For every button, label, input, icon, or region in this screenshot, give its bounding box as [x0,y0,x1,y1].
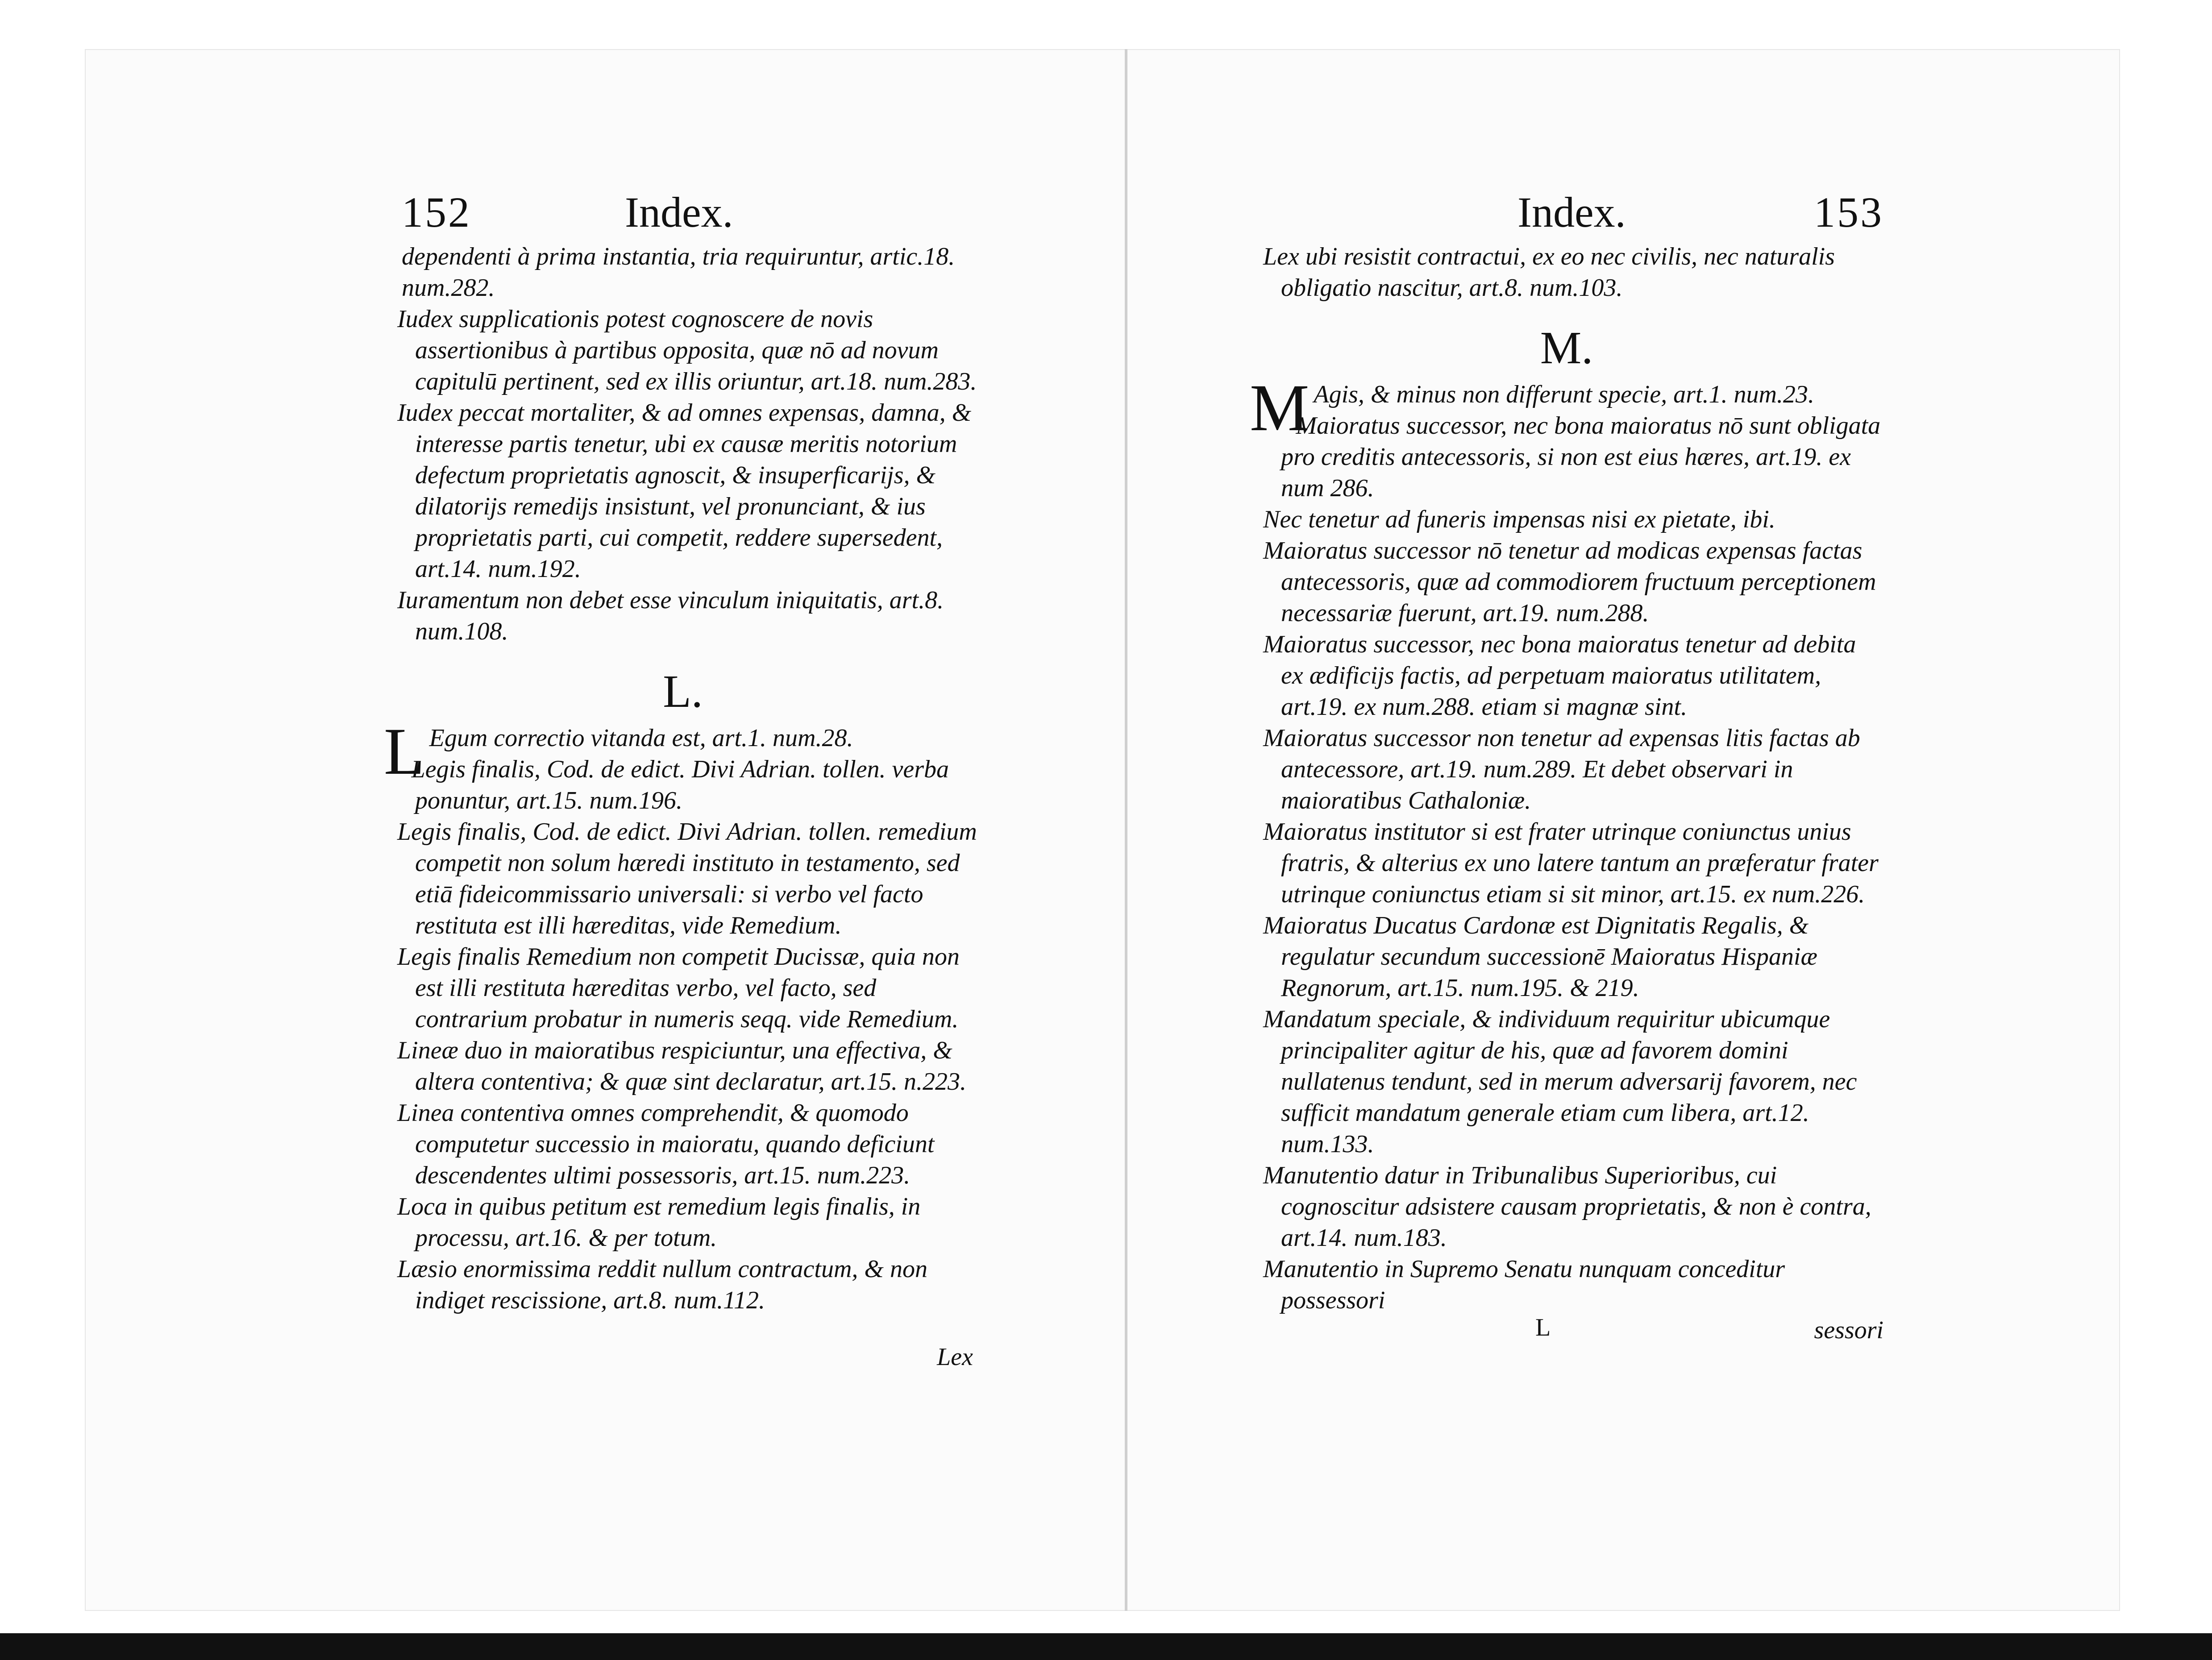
index-entry: Linea contentiva omnes comprehendit, & quomodo computetur successio in maioratu, quando deficiunt descendentes ultimi possessoris, art.15. num.223. [397,1099,935,1189]
index-entry-first [1250,371,1884,445]
index-entry: Iudex supplicationis potest cognoscere de novis assertionibus à partibus opposita, quæ nō ad novum capitulū pertinent, sed ex illis oriuntur, art.18. num.283. [397,305,977,395]
index-entry: Nec tenetur ad funeris impensas nisi ex pietate, ibi. [1263,506,1775,533]
index-entry: Lex ubi resistit contractui, ex eo nec civilis, nec naturalis obligatio nascitur, art.8. num.103. [1263,243,1835,302]
index-entry: Iudex peccat mortaliter, & ad omnes expensas, damna, & interesse partis tenetur, ubi ex causæ meritis notorium defectum proprietatis agnoscit, & insuperficarijs, & dilatorijs remedijs insistunt, vel pronunciant, & ius proprietatis parti, cui competit, reddere supersedent, art.14. num.192. [397,399,972,583]
index-entry: Lineæ duo in maioratibus respiciuntur, una effectiva, & altera contentiva; & quæ sint declaratur, art.15. n.223. [397,1037,967,1096]
index-entry: Maioratus successor, nec bona maioratus tenetur ad debita ex ædificijs factis, ad perpetuam maioratus utilitatem, art.19. ex num.288. etiam si magnæ sint. [1263,631,1856,721]
section-letter-l: L. [663,666,703,717]
continued-entry: dependenti à prima instantia, tria requiruntur, artic.18. num.282. [402,243,955,302]
index-entry: Legis finalis, Cod. de edict. Divi Adrian. tollen. verba ponuntur, art.15. num.196. [411,755,949,814]
index-entry: Loca in quibus petitum est remedium legis finalis, in processu, art.16. & per totum. [397,1193,921,1252]
first-entry-text: Agis, & minus non differunt specie, art.1. num.23. [1314,381,1814,408]
drop-initial-m: M [1250,371,1310,445]
right-running-title: Index. [1518,188,1626,236]
right-catchword: sessori [1814,1316,1884,1344]
right-page [1250,187,1884,1342]
first-entry-text: Egum correctio vitanda est, art.1. num.28. [429,724,853,752]
drop-initial-l: L [384,714,425,788]
index-entry: Maioratus successor non tenetur ad expensas litis factas ab antecessore, art.19. num.289. Et debet observari in maioratibus Cathaloniæ. [1263,724,1860,814]
index-entry: Iuramentum non debet esse vinculum iniquitatis, art.8. num.108. [397,586,944,645]
scan-bottom-edge [0,1633,2212,1660]
index-entry: Manutentio datur in Tribunalibus Superioribus, cui cognoscitur adsistere causam proprietatis, & non è contra, art.14. num.183. [1263,1162,1871,1252]
left-running-title: Index. [625,188,733,236]
book-gutter [1125,49,1127,1611]
index-entry: Læsio enormissima reddit nullum contractum, & non indiget rescissione, art.8. num.112. [397,1255,927,1314]
index-entry: Legis finalis Remedium non competit Ducissæ, quia non est illi restituta hæreditas verbo, vel facto, sed contrarium probatur in numeris seqq. vide Remedium. [397,943,960,1033]
right-page-header [1250,187,1884,241]
right-page-number: 153 [1814,188,1884,236]
index-entry: Maioratus institutor si est frater utrinque coniunctus unius fratris, & alterius ex uno latere tantum an præferatur frater utrinque coniunctus etiam si sit minor, art.15. ex num.226. [1263,818,1879,908]
index-entry: Legis finalis, Cod. de edict. Divi Adrian. tollen. remedium competit non solum hæredi instituto in testamento, sed etiā fideicommissario universali: si verbo vel facto restituta est illi hæreditas, vide Remedium. [397,818,977,939]
signature-mark: L [1535,1314,1551,1341]
left-catchword: Lex [937,1343,973,1371]
index-entry: Maioratus successor nō tenetur ad modicas expensas factas antecessoris, quæ ad commodiorem fructuum perceptionem necessariæ fuerunt, art.19. num.288. [1263,537,1876,627]
index-entry: Manutentio in Supremo Senatu nunquam conceditur possessori [1263,1255,1785,1314]
left-page-number: 152 [402,188,471,236]
index-entry: Maioratus successor, nec bona maioratus nō sunt obligata pro creditis antecessoris, si non est eius hæres, art.19. ex num 286. [1281,412,1881,502]
left-page-header [384,187,982,241]
index-entry: Mandatum speciale, & individuum requiritur ubicumque principaliter agitur de his, quæ ad favorem domini nullatenus tendunt, sed in merum adversarij favorem, nec sufficit mandatum generale etiam cum libera, art.12. num.133. [1263,1005,1857,1158]
left-page [384,187,982,1371]
section-letter-m: M. [1540,322,1593,374]
index-entry: Maioratus Ducatus Cardonæ est Dignitatis Regalis, & regulatur secundum successionē Maioratus Hispaniæ Regnorum, art.15. num.195. & 219. [1263,912,1817,1002]
